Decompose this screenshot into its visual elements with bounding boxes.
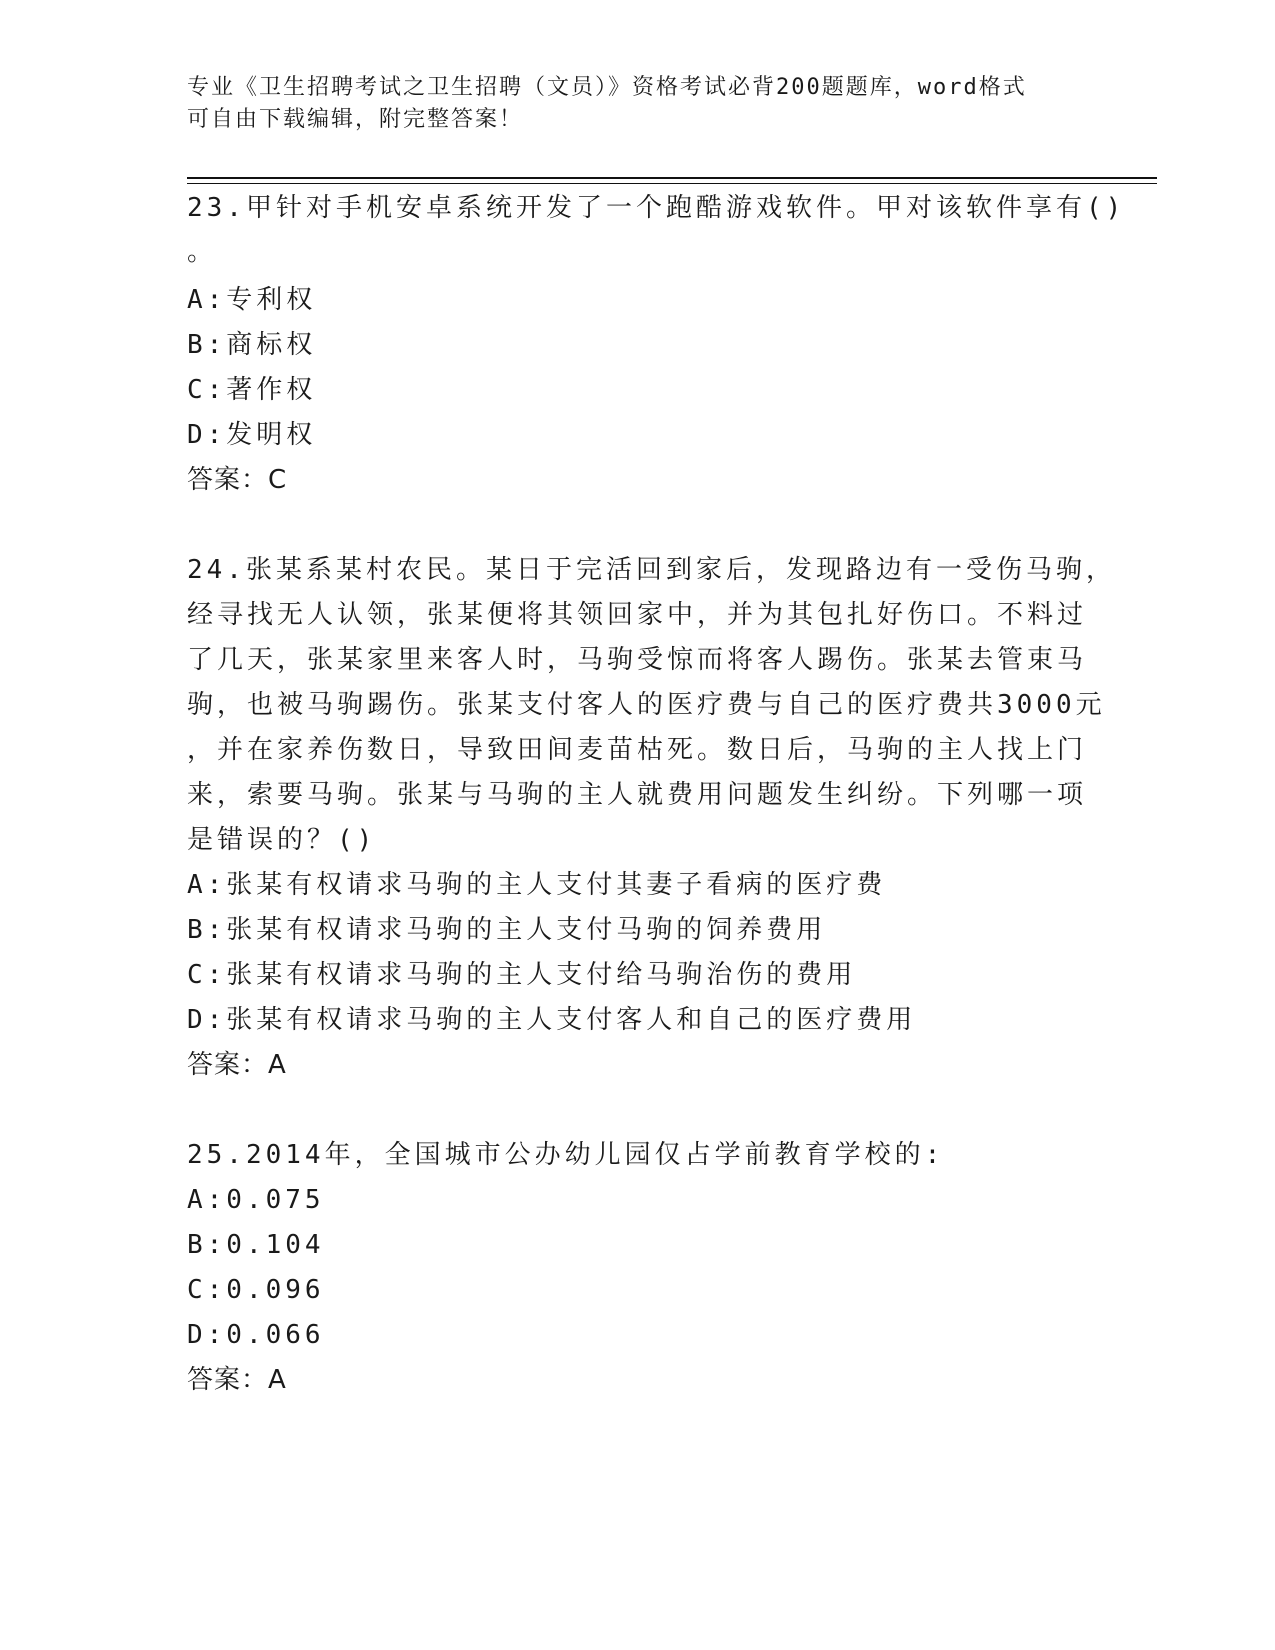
question-stem-line: 了几天，张某家里来客人时，马驹受惊而将客人踢伤。张某去管束马 — [187, 645, 1088, 675]
question-stem-line: 25.2014年，全国城市公办幼儿园仅占学前教育学校的: — [187, 1140, 945, 1170]
option-a: A:0.075 — [187, 1185, 325, 1215]
option-d: D:发明权 — [187, 420, 317, 450]
option-c: C:张某有权请求马驹的主人支付给马驹治伤的费用 — [187, 960, 857, 990]
option-a: A:专利权 — [187, 285, 317, 315]
question-stem-line: 是错误的？() — [187, 825, 377, 855]
question-stem-line: 经寻找无人认领，张某便将其领回家中，并为其包扎好伤口。不料过 — [187, 600, 1088, 630]
question-stem-line: 来，索要马驹。张某与马驹的主人就费用问题发生纠纷。下列哪一项 — [187, 780, 1088, 810]
question-stem-line: ，并在家养伤数日，导致田间麦苗枯死。数日后，马驹的主人找上门 — [187, 735, 1088, 765]
document-header-line-1: 专业《卫生招聘考试之卫生招聘（文员）》资格考试必背200题题库，word格式 — [187, 75, 1027, 100]
option-b: B:0.104 — [187, 1230, 325, 1260]
answer-label: 答案：A — [187, 1050, 287, 1080]
answer-label: 答案：C — [187, 465, 288, 495]
header-divider-thin — [187, 183, 1157, 184]
option-c: C:0.096 — [187, 1275, 325, 1305]
answer-label: 答案：A — [187, 1365, 287, 1395]
header-divider-thick — [187, 177, 1157, 179]
option-b: B:张某有权请求马驹的主人支付马驹的饲养费用 — [187, 915, 827, 945]
option-a: A:张某有权请求马驹的主人支付其妻子看病的医疗费 — [187, 870, 887, 900]
option-d: D:0.066 — [187, 1320, 325, 1350]
question-stem-line: 24.张某系某村农民。某日于完活回到家后，发现路边有一受伤马驹， — [187, 555, 1116, 585]
option-b: B:商标权 — [187, 330, 317, 360]
question-stem-line: 。 — [187, 237, 218, 267]
question-stem-line: 驹，也被马驹踢伤。张某支付客人的医疗费与自己的医疗费共3000元 — [187, 690, 1106, 720]
option-d: D:张某有权请求马驹的主人支付客人和自己的医疗费用 — [187, 1005, 917, 1035]
question-stem-line: 23.甲针对手机安卓系统开发了一个跑酷游戏软件。甲对该软件享有() — [187, 193, 1126, 223]
document-header-line-2: 可自由下载编辑，附完整答案！ — [187, 107, 524, 132]
option-c: C:著作权 — [187, 375, 317, 405]
